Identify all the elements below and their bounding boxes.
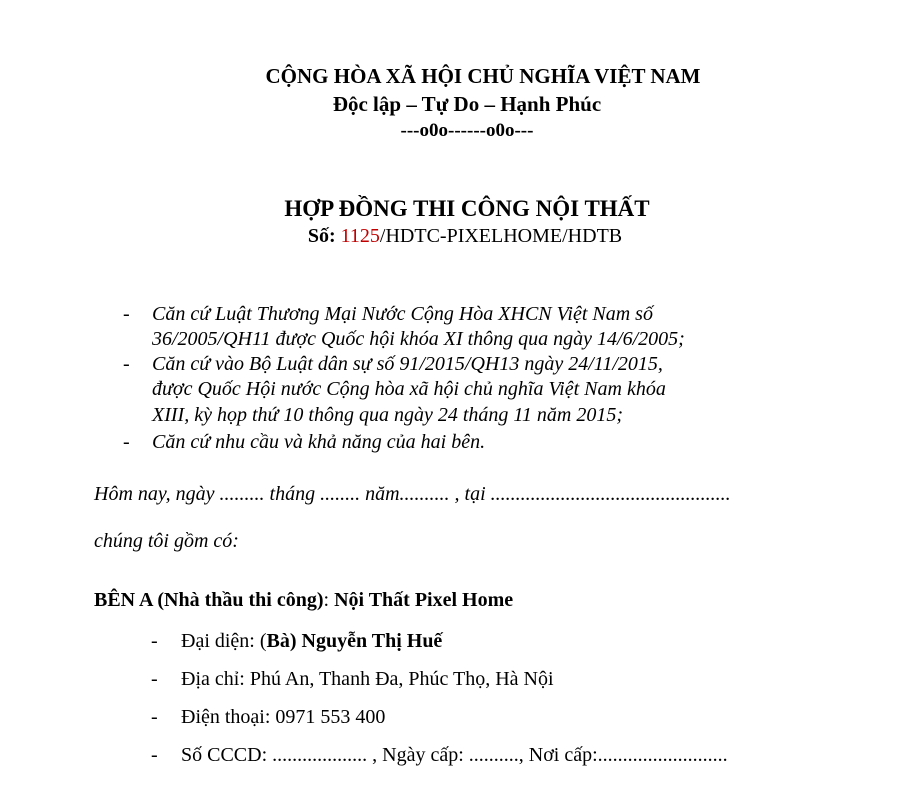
contract-title: HỢP ĐỒNG THI CÔNG NỘI THẤT <box>284 196 650 221</box>
basis-item-2-line-3: XIII, kỳ họp thứ 10 thông qua ngày 24 tháng 11 năm 2015; <box>152 404 624 426</box>
bullet-dash: - <box>123 431 130 453</box>
party-a-id-line: Số CCCD: ................... , Ngày cấp: .........., Nơi cấp:.......................... <box>181 744 728 766</box>
party-a-name: Nội Thất Pixel Home <box>334 589 514 611</box>
basis-item-1-line-1: Căn cứ Luật Thương Mại Nước Cộng Hòa XHCN Việt Nam số <box>152 303 653 325</box>
party-a-phone: Điện thoại: 0971 553 400 <box>181 706 386 728</box>
contract-number-suffix: /HDTC-PIXELHOME/HDTB <box>379 225 623 247</box>
header-separator: ---o0o------o0o--- <box>400 120 534 141</box>
bullet-dash: - <box>151 706 158 728</box>
bullet-dash: - <box>151 744 158 766</box>
bullet-dash: - <box>123 303 130 325</box>
bullet-dash: - <box>151 630 158 652</box>
party-a-representative <box>181 630 442 653</box>
parties-intro-line: chúng tôi gồm có: <box>94 530 239 552</box>
basis-item-1-line-2: 36/2005/QH11 được Quốc hội khóa XI thông qua ngày 14/6/2005; <box>152 328 685 350</box>
basis-item-2-line-1: Căn cứ vào Bộ Luật dân sự số 91/2015/QH13 ngày 24/11/2015, <box>152 353 663 375</box>
contract-number-label: Số: <box>307 225 336 247</box>
date-place-line: Hôm nay, ngày ......... tháng ........ năm.......... , tại ................................................ <box>94 483 731 505</box>
basis-item-3-line-1: Căn cứ nhu cầu và khả năng của hai bên. <box>152 431 486 453</box>
national-title: CỘNG HÒA XÃ HỘI CHỦ NGHĨA VIỆT NAM <box>265 64 701 88</box>
party-a-heading-line <box>94 589 513 612</box>
contract-number <box>6 225 918 248</box>
representative-name: Bà) Nguyễn Thị Huế <box>266 630 443 652</box>
representative-label: Đại diện: ( <box>181 630 267 652</box>
party-a-address: Địa chỉ: Phú An, Thanh Đa, Phúc Thọ, Hà Nội <box>181 668 554 690</box>
national-motto: Độc lập – Tự Do – Hạnh Phúc <box>332 92 602 116</box>
contract-number-value: 1125 <box>340 225 380 247</box>
party-a-heading: BÊN A (Nhà thầu thi công) <box>94 589 324 611</box>
party-a-colon: : <box>323 589 330 611</box>
bullet-dash: - <box>123 353 130 375</box>
basis-item-2-line-2: được Quốc Hội nước Cộng hòa xã hội chủ nghĩa Việt Nam khóa <box>152 378 666 400</box>
bullet-dash: - <box>151 668 158 690</box>
